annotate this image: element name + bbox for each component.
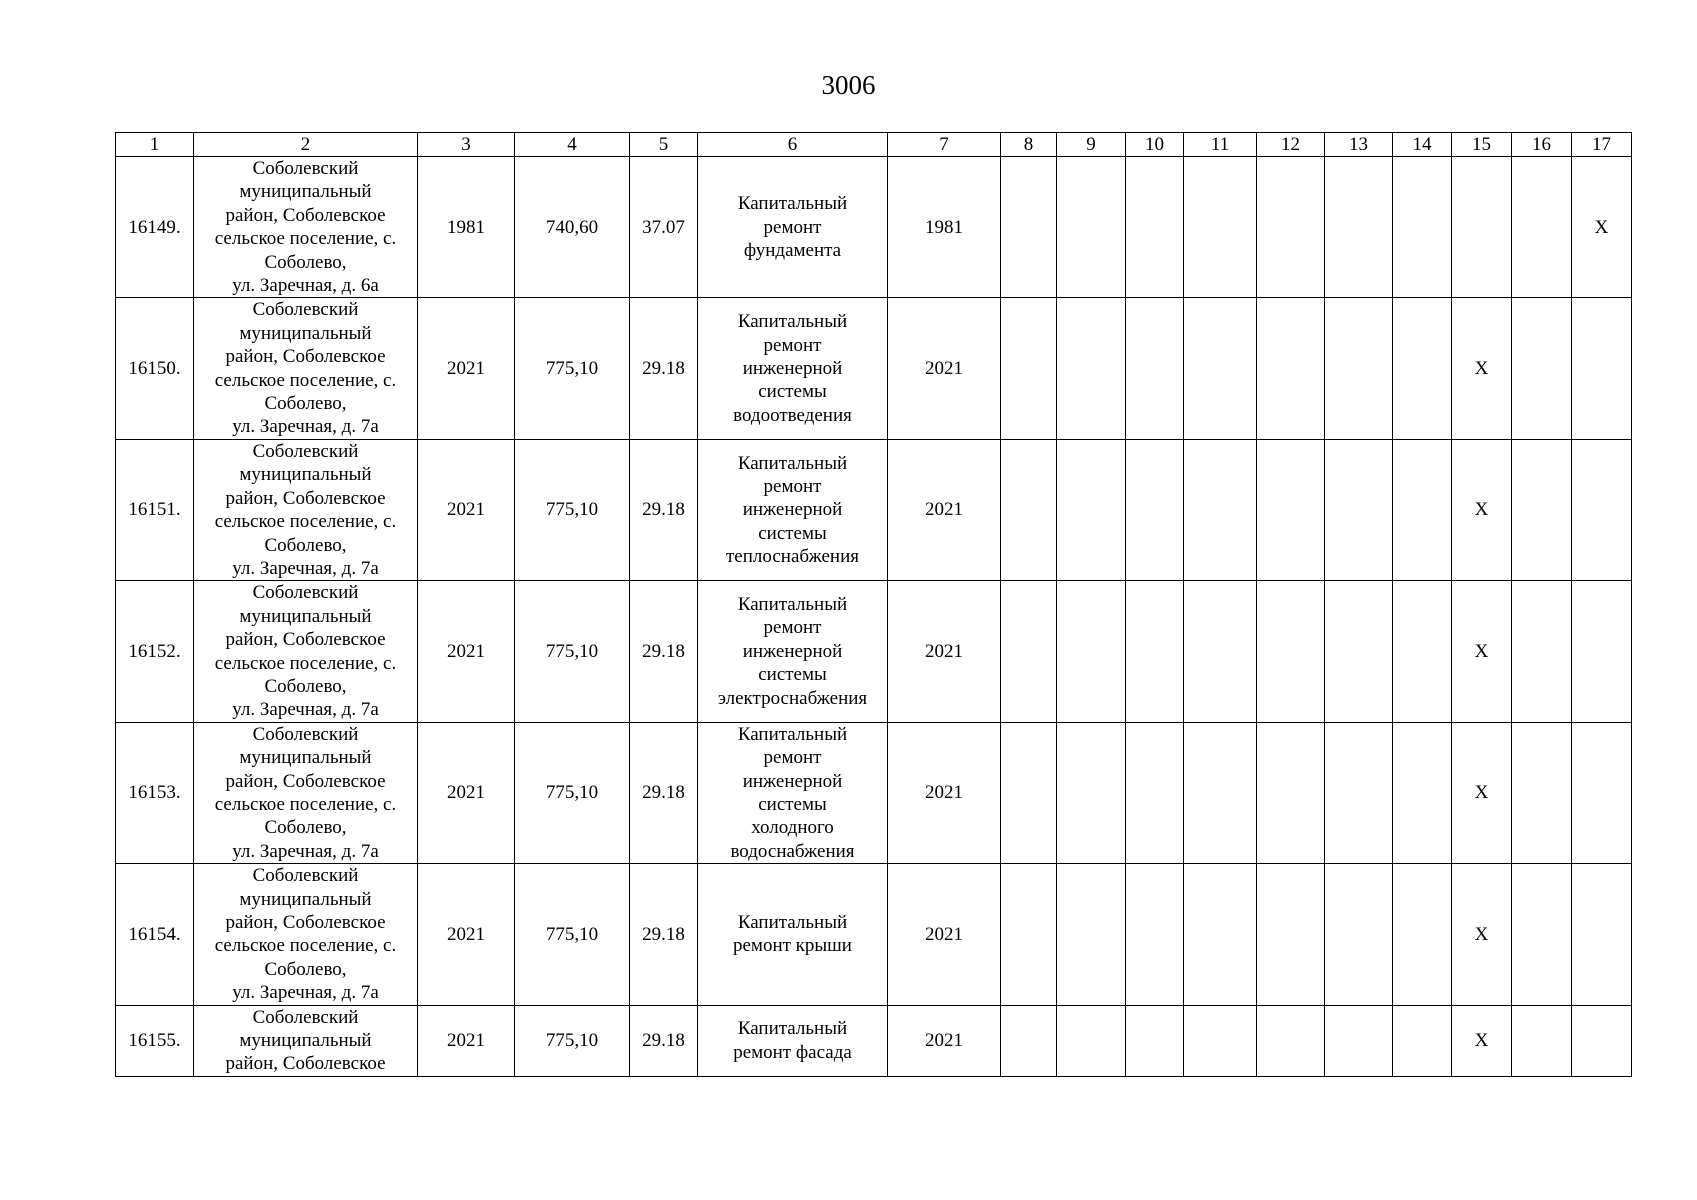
- mark-cell-col-12: [1257, 722, 1325, 863]
- mark-cell-col-17: [1572, 581, 1632, 722]
- mark-cell-col-14: [1393, 439, 1452, 580]
- address-cell: Соболевский муниципальный район, Соболевское сельское поселение, с. Соболево, ул. Заречная, д. 7а: [194, 722, 418, 863]
- mark-cell-col-13: [1325, 157, 1393, 298]
- address-cell: Соболевский муниципальный район, Соболевское сельское поселение, с. Соболево, ул. Заречная, д. 7а: [194, 439, 418, 580]
- area-cell: 775,10: [515, 722, 630, 863]
- mark-cell-col-8: [1001, 439, 1057, 580]
- planned-year-cell: 1981: [888, 157, 1001, 298]
- mark-cell-col-13: [1325, 722, 1393, 863]
- mark-cell-col-15: X: [1452, 439, 1512, 580]
- area-cell: 775,10: [515, 1005, 630, 1076]
- wear-cell: 29.18: [630, 298, 698, 439]
- mark-cell-col-13: [1325, 298, 1393, 439]
- mark-cell-col-11: [1184, 581, 1257, 722]
- mark-cell-col-17: [1572, 298, 1632, 439]
- year-cell: 2021: [418, 298, 515, 439]
- table-body: [116, 157, 1632, 1077]
- area-cell: 775,10: [515, 864, 630, 1005]
- planned-year-cell: 2021: [888, 298, 1001, 439]
- wear-cell: 37.07: [630, 157, 698, 298]
- planned-year-cell: 2021: [888, 864, 1001, 1005]
- mark-cell-col-11: [1184, 298, 1257, 439]
- column-header: 17: [1572, 133, 1632, 157]
- column-header: 3: [418, 133, 515, 157]
- year-cell: 2021: [418, 1005, 515, 1076]
- mark-cell-col-17: [1572, 1005, 1632, 1076]
- address-cell: Соболевский муниципальный район, Соболевское: [194, 1005, 418, 1076]
- mark-cell-col-11: [1184, 1005, 1257, 1076]
- column-header: 4: [515, 133, 630, 157]
- mark-cell-col-16: [1512, 722, 1572, 863]
- column-header: 9: [1057, 133, 1126, 157]
- mark-cell-col-9: [1057, 1005, 1126, 1076]
- mark-cell-col-15: X: [1452, 864, 1512, 1005]
- year-cell: 2021: [418, 864, 515, 1005]
- mark-cell-col-11: [1184, 439, 1257, 580]
- row-number-cell: 16155.: [116, 1005, 194, 1076]
- wear-cell: 29.18: [630, 439, 698, 580]
- wear-cell: 29.18: [630, 864, 698, 1005]
- mark-cell-col-13: [1325, 581, 1393, 722]
- mark-cell-col-8: [1001, 864, 1057, 1005]
- work-type-cell: Капитальный ремонт инженерной системы электроснабжения: [698, 581, 888, 722]
- year-cell: 2021: [418, 581, 515, 722]
- row-number-cell: 16149.: [116, 157, 194, 298]
- mark-cell-col-14: [1393, 157, 1452, 298]
- mark-cell-col-10: [1126, 1005, 1184, 1076]
- year-cell: 2021: [418, 439, 515, 580]
- column-header: 15: [1452, 133, 1512, 157]
- mark-cell-col-8: [1001, 722, 1057, 863]
- mark-cell-col-15: X: [1452, 298, 1512, 439]
- row-number-cell: 16150.: [116, 298, 194, 439]
- mark-cell-col-16: [1512, 864, 1572, 1005]
- wear-cell: 29.18: [630, 722, 698, 863]
- planned-year-cell: 2021: [888, 581, 1001, 722]
- planned-year-cell: 2021: [888, 722, 1001, 863]
- mark-cell-col-10: [1126, 157, 1184, 298]
- mark-cell-col-12: [1257, 1005, 1325, 1076]
- mark-cell-col-10: [1126, 581, 1184, 722]
- year-cell: 2021: [418, 722, 515, 863]
- row-number-cell: 16153.: [116, 722, 194, 863]
- address-cell: Соболевский муниципальный район, Соболевское сельское поселение, с. Соболево, ул. Заречная, д. 7а: [194, 864, 418, 1005]
- area-cell: 775,10: [515, 298, 630, 439]
- mark-cell-col-10: [1126, 864, 1184, 1005]
- column-header: 13: [1325, 133, 1393, 157]
- mark-cell-col-16: [1512, 581, 1572, 722]
- table-row: [116, 1005, 1632, 1076]
- mark-cell-col-17: X: [1572, 157, 1632, 298]
- table-row: [116, 581, 1632, 722]
- header-row: [116, 133, 1632, 157]
- mark-cell-col-16: [1512, 157, 1572, 298]
- mark-cell-col-13: [1325, 439, 1393, 580]
- mark-cell-col-16: [1512, 298, 1572, 439]
- mark-cell-col-17: [1572, 864, 1632, 1005]
- wear-cell: 29.18: [630, 581, 698, 722]
- page-number: 3006: [821, 70, 876, 100]
- mark-cell-col-12: [1257, 298, 1325, 439]
- mark-cell-col-12: [1257, 157, 1325, 298]
- table-header: [116, 133, 1632, 157]
- mark-cell-col-8: [1001, 581, 1057, 722]
- mark-cell-col-14: [1393, 298, 1452, 439]
- mark-cell-col-15: X: [1452, 581, 1512, 722]
- work-type-cell: Капитальный ремонт фундамента: [698, 157, 888, 298]
- work-type-cell: Капитальный ремонт фасада: [698, 1005, 888, 1076]
- column-header: 11: [1184, 133, 1257, 157]
- area-cell: 775,10: [515, 581, 630, 722]
- data-table: [115, 132, 1632, 1077]
- mark-cell-col-15: X: [1452, 722, 1512, 863]
- mark-cell-col-11: [1184, 157, 1257, 298]
- mark-cell-col-14: [1393, 581, 1452, 722]
- work-type-cell: Капитальный ремонт крыши: [698, 864, 888, 1005]
- mark-cell-col-8: [1001, 1005, 1057, 1076]
- column-header: 10: [1126, 133, 1184, 157]
- mark-cell-col-11: [1184, 722, 1257, 863]
- mark-cell-col-9: [1057, 298, 1126, 439]
- table-row: [116, 722, 1632, 863]
- mark-cell-col-13: [1325, 1005, 1393, 1076]
- mark-cell-col-16: [1512, 1005, 1572, 1076]
- column-header: 1: [116, 133, 194, 157]
- area-cell: 740,60: [515, 157, 630, 298]
- mark-cell-col-16: [1512, 439, 1572, 580]
- column-header: 2: [194, 133, 418, 157]
- mark-cell-col-15: [1452, 157, 1512, 298]
- area-cell: 775,10: [515, 439, 630, 580]
- column-header: 14: [1393, 133, 1452, 157]
- mark-cell-col-14: [1393, 864, 1452, 1005]
- mark-cell-col-10: [1126, 722, 1184, 863]
- mark-cell-col-9: [1057, 439, 1126, 580]
- table-row: [116, 157, 1632, 298]
- mark-cell-col-9: [1057, 157, 1126, 298]
- mark-cell-col-14: [1393, 722, 1452, 863]
- column-header: 7: [888, 133, 1001, 157]
- mark-cell-col-10: [1126, 298, 1184, 439]
- planned-year-cell: 2021: [888, 1005, 1001, 1076]
- year-cell: 1981: [418, 157, 515, 298]
- column-header: 16: [1512, 133, 1572, 157]
- mark-cell-col-8: [1001, 298, 1057, 439]
- mark-cell-col-11: [1184, 864, 1257, 1005]
- column-header: 12: [1257, 133, 1325, 157]
- mark-cell-col-12: [1257, 581, 1325, 722]
- planned-year-cell: 2021: [888, 439, 1001, 580]
- work-type-cell: Капитальный ремонт инженерной системы водоотведения: [698, 298, 888, 439]
- mark-cell-col-17: [1572, 439, 1632, 580]
- work-type-cell: Капитальный ремонт инженерной системы теплоснабжения: [698, 439, 888, 580]
- row-number-cell: 16151.: [116, 439, 194, 580]
- row-number-cell: 16152.: [116, 581, 194, 722]
- mark-cell-col-17: [1572, 722, 1632, 863]
- column-header: 5: [630, 133, 698, 157]
- mark-cell-col-8: [1001, 157, 1057, 298]
- mark-cell-col-12: [1257, 439, 1325, 580]
- mark-cell-col-15: X: [1452, 1005, 1512, 1076]
- address-cell: Соболевский муниципальный район, Соболевское сельское поселение, с. Соболево, ул. Заречная, д. 6а: [194, 157, 418, 298]
- column-header: 6: [698, 133, 888, 157]
- column-header: 8: [1001, 133, 1057, 157]
- mark-cell-col-12: [1257, 864, 1325, 1005]
- table-row: [116, 298, 1632, 439]
- address-cell: Соболевский муниципальный район, Соболевское сельское поселение, с. Соболево, ул. Заречная, д. 7а: [194, 581, 418, 722]
- work-type-cell: Капитальный ремонт инженерной системы холодного водоснабжения: [698, 722, 888, 863]
- mark-cell-col-9: [1057, 581, 1126, 722]
- address-cell: Соболевский муниципальный район, Соболевское сельское поселение, с. Соболево, ул. Заречная, д. 7а: [194, 298, 418, 439]
- wear-cell: 29.18: [630, 1005, 698, 1076]
- mark-cell-col-9: [1057, 864, 1126, 1005]
- table-row: [116, 864, 1632, 1005]
- mark-cell-col-14: [1393, 1005, 1452, 1076]
- mark-cell-col-10: [1126, 439, 1184, 580]
- row-number-cell: 16154.: [116, 864, 194, 1005]
- table-row: [116, 439, 1632, 580]
- mark-cell-col-9: [1057, 722, 1126, 863]
- mark-cell-col-13: [1325, 864, 1393, 1005]
